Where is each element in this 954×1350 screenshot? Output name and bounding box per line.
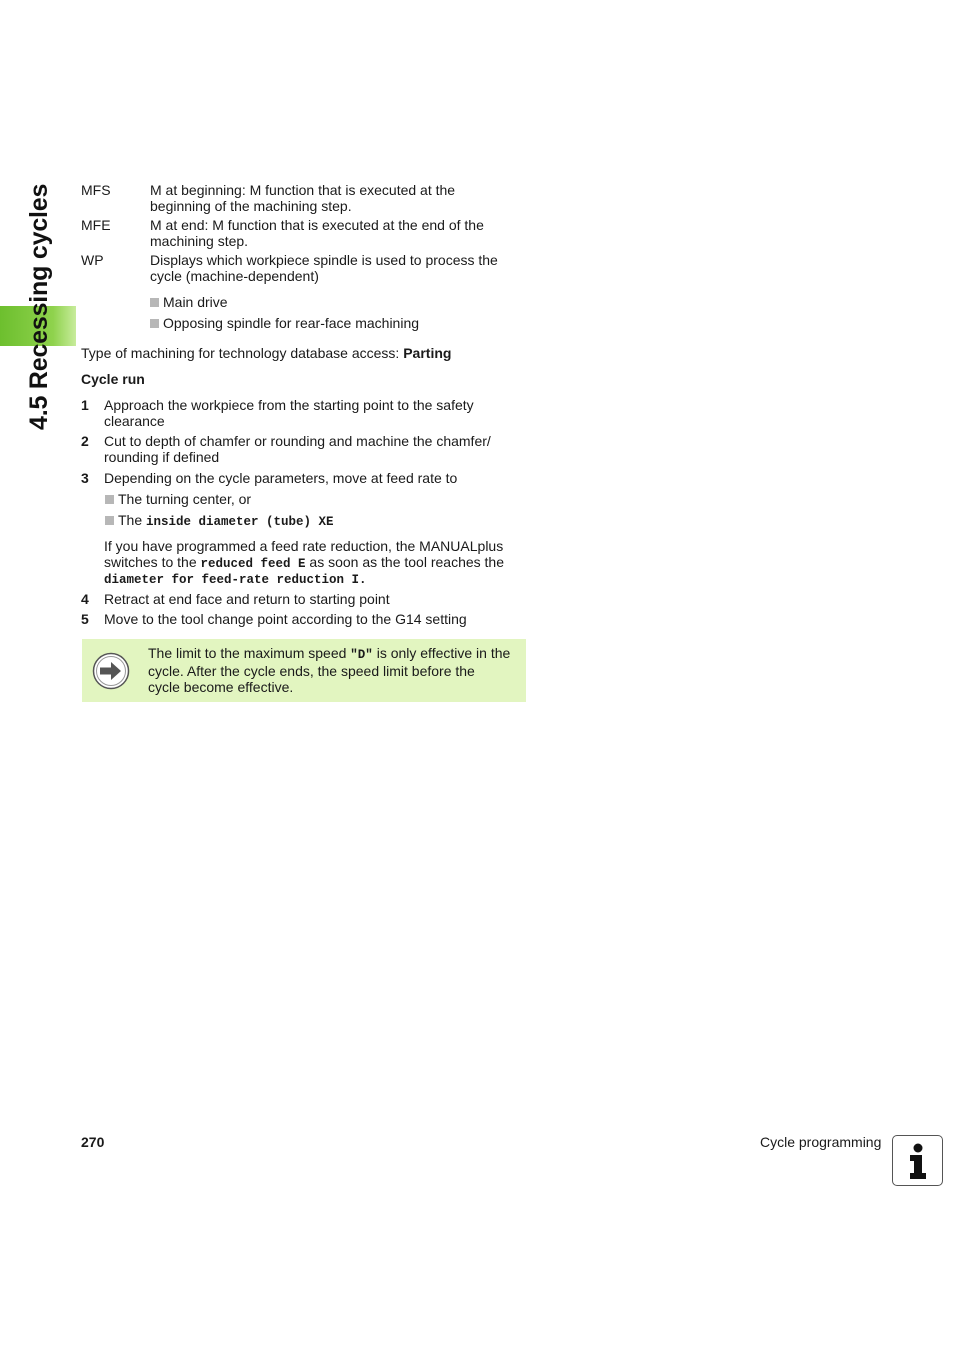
step3-option xyxy=(105,491,251,507)
section-heading: Cycle run xyxy=(81,371,145,387)
step-text xyxy=(104,397,524,429)
step3-option xyxy=(105,512,334,530)
step-text xyxy=(104,611,524,627)
step-number: 2 xyxy=(81,433,89,449)
step-text xyxy=(104,433,524,465)
step-text xyxy=(104,591,524,607)
code-text: "D" xyxy=(350,648,373,662)
square-bullet-icon xyxy=(150,298,159,307)
wp-option-label: Main drive xyxy=(163,294,228,310)
step-item xyxy=(81,470,531,488)
page-number: 270 xyxy=(81,1134,105,1150)
step-number: 3 xyxy=(81,470,89,486)
param-description xyxy=(150,182,530,214)
step-line: rounding if defined xyxy=(104,449,220,465)
wp-option-label: Opposing spindle for rear-face machining xyxy=(163,315,420,331)
square-bullet-icon xyxy=(105,495,114,504)
code-text: diameter for feed-rate reduction I. xyxy=(104,573,367,587)
param-mfe xyxy=(81,217,531,251)
step-item xyxy=(81,591,531,609)
note-text-part: is only effective in the xyxy=(372,645,511,661)
wp-option xyxy=(150,315,419,331)
paragraph-line: If you have programmed a feed rate reduction, the MANUALplus xyxy=(104,538,504,554)
step-item xyxy=(81,397,531,431)
param-desc-line: beginning of the machining step. xyxy=(150,198,352,214)
param-key: WP xyxy=(81,252,104,268)
chapter-side-title: 4.5 Recessing cycles xyxy=(25,183,53,430)
square-bullet-icon xyxy=(105,516,114,525)
code-text: reduced feed E xyxy=(200,557,306,571)
step-line: Retract at end face and return to starting point xyxy=(104,591,390,607)
step3-paragraph xyxy=(104,538,534,588)
param-wp xyxy=(81,252,531,286)
param-desc-line: machining step. xyxy=(150,233,249,249)
param-desc-line: cycle (machine-dependent) xyxy=(150,268,319,284)
note-line: cycle. After the cycle ends, the speed limit before the xyxy=(148,663,475,679)
tech-db-value: Parting xyxy=(403,345,452,361)
square-bullet-icon xyxy=(150,319,159,328)
note-text xyxy=(148,645,518,695)
step-number: 1 xyxy=(81,397,89,413)
note-line: cycle become effective. xyxy=(148,679,294,695)
step-line: Move to the tool change point according to the G14 setting xyxy=(104,611,467,627)
param-description xyxy=(150,252,530,284)
step-line: Cut to depth of chamfer or rounding and machine the chamfer/ xyxy=(104,433,491,449)
param-key: MFS xyxy=(81,182,111,198)
step-number: 5 xyxy=(81,611,89,627)
note-text-part: The limit to the maximum speed xyxy=(148,645,351,661)
note-line xyxy=(148,645,518,663)
step-item xyxy=(81,611,531,629)
step3-option-label: The xyxy=(118,512,147,528)
footer-chapter-title: Cycle programming xyxy=(760,1134,882,1150)
step-line: clearance xyxy=(104,413,165,429)
step-item xyxy=(81,433,531,467)
param-key: MFE xyxy=(81,217,111,233)
paragraph-line xyxy=(104,554,534,572)
note-box xyxy=(82,639,526,702)
wp-option xyxy=(150,294,228,310)
tech-db-label: Type of machining for technology database access: xyxy=(81,345,404,361)
info-icon xyxy=(892,1135,943,1186)
step-line: Approach the workpiece from the starting point to the safety xyxy=(104,397,474,413)
step-line: Depending on the cycle parameters, move at feed rate to xyxy=(104,470,458,486)
param-desc-line: Displays which workpiece spindle is used to process the xyxy=(150,252,498,268)
paragraph-text: switches to the xyxy=(104,554,201,570)
param-description xyxy=(150,217,530,249)
param-desc-line: M at end: M function that is executed at the end of the xyxy=(150,217,484,233)
step-text xyxy=(104,470,524,486)
param-desc-line: M at beginning: M function that is executed at the xyxy=(150,182,456,198)
tech-db-line xyxy=(81,345,451,361)
param-mfs xyxy=(81,182,531,216)
code-text: inside diameter (tube) XE xyxy=(146,515,334,529)
arrow-right-icon xyxy=(92,652,130,690)
paragraph-text: as soon as the tool reaches the xyxy=(305,554,504,570)
step-number: 4 xyxy=(81,591,89,607)
step3-option-label: The turning center, or xyxy=(118,491,252,507)
